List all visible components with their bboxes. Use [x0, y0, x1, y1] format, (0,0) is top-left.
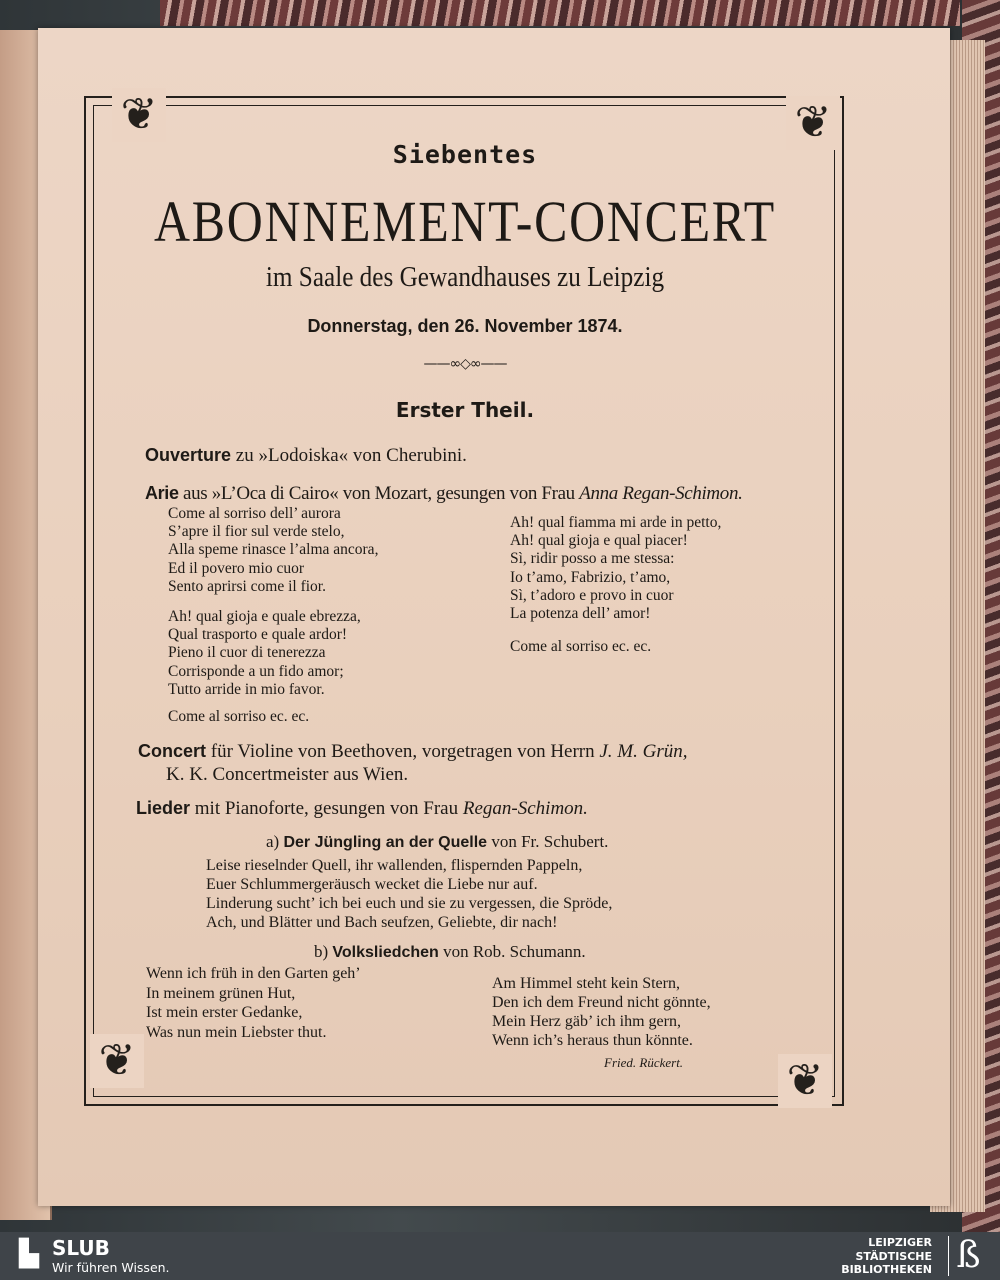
- concert-date: Donnerstag, den 26. November 1874.: [307, 316, 623, 336]
- slub-tagline: Wir führen Wissen.: [52, 1260, 170, 1275]
- part-title: Erster Theil.: [395, 398, 535, 422]
- concert-detail: K. K. Concertmeister aus Wien.: [166, 764, 409, 785]
- song-b-heading: [314, 942, 586, 962]
- arie-lyrics-left-stanza-1: [168, 505, 378, 596]
- song-label: b): [314, 942, 333, 961]
- lyric-line: Ed il povero mio cuor: [168, 559, 305, 577]
- lyric-line: Pieno il cuor di tenerezza: [168, 644, 326, 662]
- corner-ornament-icon: ❦: [778, 1054, 832, 1108]
- lyric-line: Ah! qual gioja e qual piacer!: [510, 532, 688, 550]
- lyric-line: Ah! qual fiamma mi arde in petto,: [510, 514, 722, 531]
- divider-ornament: ——∞◇∞——: [423, 356, 507, 372]
- corner-ornament-icon: ❦: [112, 88, 166, 142]
- arie-refrain-left: Come al sorriso ec. ec.: [168, 708, 310, 725]
- song-title: Volksliedchen: [332, 944, 439, 961]
- song-a-lyrics: [206, 856, 612, 932]
- lyric-line: Leise rieselnder Quell, ihr wallenden, flispernden Pappeln,: [206, 857, 583, 874]
- singer-name: Anna Regan-Schimon.: [579, 483, 743, 504]
- lyric-line: Am Himmel steht kein Stern,: [492, 975, 680, 992]
- slub-name[interactable]: SLUB: [52, 1236, 110, 1260]
- song-b-lyrics-right: [492, 974, 711, 1050]
- footer-bar: [0, 1232, 1000, 1280]
- slub-logo-icon[interactable]: ▙: [19, 1239, 39, 1269]
- lyric-line: Linderung sucht’ ich bei euch und sie zu vergessen, die Spröde,: [206, 895, 613, 912]
- lyric-line: Alla speme rinasce l’alma ancora,: [168, 541, 379, 559]
- song-title: Der Jüngling an der Quelle: [283, 834, 488, 851]
- program-item-lieder: [136, 798, 588, 820]
- song-composer: von Rob. Schumann.: [438, 942, 586, 961]
- lyric-line: Ah! qual gioja e quale ebrezza,: [168, 608, 361, 625]
- program-item-arie: [145, 483, 743, 505]
- lyric-line: Sento aprirsi come il fior.: [168, 577, 326, 595]
- lyric-line: Tutto arride in mio favor.: [168, 680, 325, 698]
- lsb-logo-icon[interactable]: ß: [948, 1236, 988, 1276]
- lyric-line: Corrisponde a un fido amor;: [168, 662, 344, 680]
- item-lead: Ouverture: [145, 445, 232, 465]
- song-composer: von Fr. Schubert.: [487, 832, 609, 851]
- pre-title: Siebentes: [392, 140, 538, 169]
- lyric-line: Ach, und Blätter und Bach seufzen, Geliebte, dir nach!: [206, 914, 558, 931]
- lyric-line: La potenza dell’ amor!: [510, 605, 651, 623]
- program-item-concert: [138, 741, 688, 763]
- lyric-line: Was nun mein Liebster thut.: [146, 1023, 327, 1041]
- item-text: mit Pianoforte, gesungen von Frau: [190, 798, 463, 819]
- item-text: aus »L’Oca di Cairo« von Mozart, gesungen von Frau: [178, 483, 580, 504]
- lyric-line: S’apre il fior sul verde stelo,: [168, 523, 345, 541]
- lyric-line: Sì, t’adoro e provo in cuor: [510, 586, 674, 604]
- item-text: für Violine von Beethoven, vorgetragen von Herrn: [206, 741, 600, 762]
- lyric-line: Euer Schlummergeräusch wecket die Liebe nur auf.: [206, 876, 538, 893]
- song-a-heading: [266, 832, 608, 852]
- subtitle: im Saale des Gewandhauses zu Leipzig: [265, 262, 665, 293]
- arie-refrain-right: Come al sorriso ec. ec.: [510, 638, 652, 655]
- lyric-line: Wenn ich’s heraus thun könnte.: [492, 1032, 693, 1049]
- song-b-lyrics-left: [146, 964, 361, 1042]
- program-item-ouverture: [145, 445, 467, 467]
- lyric-line: In meinem grünen Hut,: [146, 984, 296, 1002]
- lyric-line: Sì, ridir posso a me stessa:: [510, 550, 675, 568]
- performer-name: J. M. Grün,: [599, 741, 688, 762]
- lsb-name-line: LEIPZIGER: [868, 1236, 932, 1249]
- lyric-line: Qual trasporto e quale ardor!: [168, 626, 348, 644]
- item-lead: Lieder: [136, 798, 191, 818]
- arie-lyrics-right: [510, 514, 721, 623]
- lyric-line: Io t’amo, Fabrizio, t’amo,: [510, 568, 671, 586]
- item-lead: Arie: [145, 483, 179, 503]
- corner-ornament-icon: ❦: [786, 96, 840, 150]
- song-label: a): [266, 832, 284, 851]
- lsb-name-line: STÄDTISCHE: [855, 1249, 932, 1263]
- lyric-line: Mein Herz gäb’ ich ihm gern,: [492, 1013, 681, 1030]
- marbled-edge-top: [160, 0, 960, 26]
- lyric-line: Come al sorriso dell’ aurora: [168, 505, 341, 522]
- lsb-name-line: BIBLIOTHEKEN: [841, 1263, 932, 1276]
- item-text: zu »Lodoiska« von Cherubini.: [231, 445, 467, 466]
- item-lead: Concert: [138, 741, 207, 761]
- lyric-line: Den ich dem Freund nicht gönnte,: [492, 994, 711, 1011]
- singer-name: Regan-Schimon.: [462, 798, 588, 819]
- page-title: ABONNEMENT-CONCERT: [154, 189, 776, 254]
- lsb-name[interactable]: [822, 1236, 932, 1277]
- poet-credit: Fried. Rückert.: [604, 1055, 684, 1070]
- lyric-line: Ist mein erster Gedanke,: [146, 1004, 303, 1021]
- corner-ornament-icon: ❦: [90, 1034, 144, 1088]
- arie-lyrics-left-stanza-2: [168, 608, 361, 699]
- lyric-line: Wenn ich früh in den Garten geh’: [146, 965, 361, 982]
